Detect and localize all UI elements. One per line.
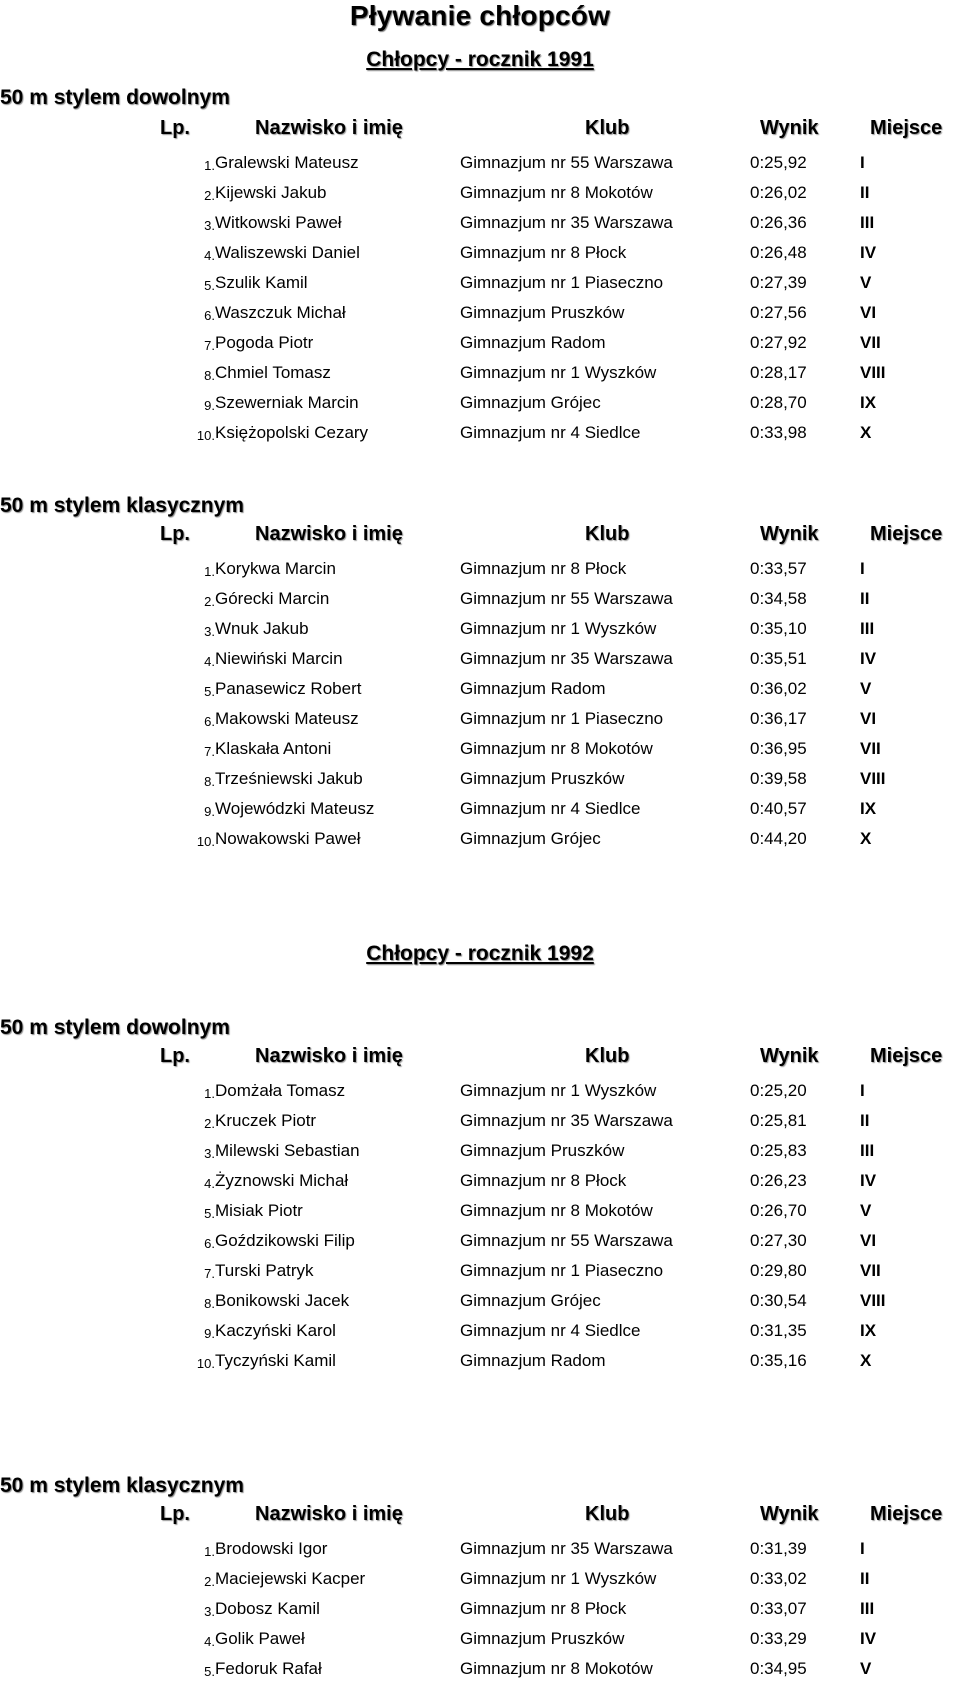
results-table-breaststroke-1991	[160, 518, 960, 852]
table-row	[160, 1562, 960, 1592]
cell-name: Milewski Sebastian	[215, 1141, 360, 1160]
cell-place: III	[860, 619, 875, 638]
cell-club: Gimnazjum nr 35 Warszawa	[460, 213, 673, 232]
cell-club: Gimnazjum nr 8 Płock	[460, 1599, 627, 1618]
table-row	[160, 206, 960, 236]
cell-name: Turski Patryk	[215, 1261, 314, 1280]
header-lp: Lp.	[160, 523, 190, 545]
cell-result: 0:25,83	[750, 1141, 807, 1160]
cell-place: V	[860, 1659, 872, 1678]
header-club: Klub	[585, 117, 630, 139]
cell-name: Goździkowski Filip	[215, 1231, 355, 1250]
table-header	[160, 1498, 960, 1532]
cell-club: Gimnazjum nr 4 Siedlce	[460, 423, 641, 442]
cell-name: Golik Paweł	[215, 1629, 305, 1648]
cell-place: V	[860, 679, 872, 698]
cell-result: 0:33,57	[750, 559, 807, 578]
year-title-1992: Chłopcy - rocznik 1992	[366, 942, 594, 965]
cell-place: II	[860, 1569, 870, 1588]
table-row	[160, 1652, 960, 1682]
table-row	[160, 356, 960, 386]
header-result: Wynik	[760, 1503, 819, 1525]
table-row	[160, 1592, 960, 1622]
cell-name: Pogoda Piotr	[215, 333, 314, 352]
cell-club: Gimnazjum nr 1 Wyszków	[460, 1081, 657, 1100]
cell-name: Bonikowski Jacek	[215, 1291, 350, 1310]
header-result: Wynik	[760, 523, 819, 545]
cell-result: 0:28,70	[750, 393, 807, 412]
cell-club: Gimnazjum Radom	[460, 1351, 606, 1370]
cell-place: IV	[860, 1171, 877, 1190]
event-title-breaststroke-1991: 50 m stylem klasycznym	[0, 494, 244, 517]
cell-lp: 6.	[204, 714, 215, 729]
cell-name: Makowski Mateusz	[215, 709, 359, 728]
header-name: Nazwisko i imię	[255, 523, 403, 545]
cell-lp: 5.	[204, 278, 215, 293]
cell-result: 0:36,02	[750, 679, 807, 698]
cell-place: IV	[860, 1629, 877, 1648]
cell-result: 0:27,56	[750, 303, 807, 322]
table-row	[160, 792, 960, 822]
table-row	[160, 672, 960, 702]
cell-lp: 5.	[204, 1206, 215, 1221]
header-place: Miejsce	[870, 1503, 943, 1525]
header-name: Nazwisko i imię	[255, 1503, 403, 1525]
table-row	[160, 146, 960, 176]
cell-place: I	[860, 1539, 865, 1558]
table-row	[160, 1164, 960, 1194]
cell-result: 0:35,10	[750, 619, 807, 638]
cell-place: IX	[860, 393, 877, 412]
cell-place: II	[860, 589, 870, 608]
cell-place: IV	[860, 649, 877, 668]
header-lp: Lp.	[160, 1503, 190, 1525]
table-header	[160, 1040, 960, 1074]
cell-name: Wnuk Jakub	[215, 619, 309, 638]
table-row	[160, 1622, 960, 1652]
cell-club: Gimnazjum nr 55 Warszawa	[460, 153, 673, 172]
table-header	[160, 112, 960, 146]
cell-lp: 7.	[204, 744, 215, 759]
cell-place: VI	[860, 1231, 877, 1250]
cell-lp: 2.	[204, 1574, 215, 1589]
cell-name: Niewiński Marcin	[215, 649, 343, 668]
cell-place: I	[860, 1081, 865, 1100]
cell-place: II	[860, 1111, 870, 1130]
cell-name: Panasewicz Robert	[215, 679, 362, 698]
cell-lp: 10.	[196, 1356, 215, 1371]
cell-place: III	[860, 1141, 875, 1160]
header-club: Klub	[585, 523, 630, 545]
cell-place: III	[860, 1599, 875, 1618]
cell-club: Gimnazjum Pruszków	[460, 1141, 625, 1160]
cell-result: 0:25,81	[750, 1111, 807, 1130]
cell-lp: 7.	[204, 338, 215, 353]
table-row	[160, 1224, 960, 1254]
table-row	[160, 552, 960, 582]
cell-lp: 4.	[204, 1634, 215, 1649]
cell-lp: 3.	[204, 218, 215, 233]
cell-lp: 8.	[204, 368, 215, 383]
cell-lp: 2.	[204, 188, 215, 203]
cell-result: 0:28,17	[750, 363, 807, 382]
cell-result: 0:35,51	[750, 649, 807, 668]
cell-place: IV	[860, 243, 877, 262]
cell-club: Gimnazjum Pruszków	[460, 303, 625, 322]
cell-lp: 1.	[204, 1544, 215, 1559]
cell-lp: 9.	[204, 1326, 215, 1341]
cell-name: Kaczyński Karol	[215, 1321, 336, 1340]
cell-place: X	[860, 829, 872, 848]
cell-lp: 2.	[204, 1116, 215, 1131]
table-row	[160, 702, 960, 732]
cell-name: Domżała Tomasz	[215, 1081, 346, 1100]
event-title-freestyle-1992: 50 m stylem dowolnym	[0, 1016, 230, 1039]
cell-result: 0:35,16	[750, 1351, 807, 1370]
cell-result: 0:26,23	[750, 1171, 807, 1190]
cell-club: Gimnazjum nr 8 Mokotów	[460, 739, 653, 758]
cell-club: Gimnazjum nr 55 Warszawa	[460, 589, 673, 608]
cell-name: Dobosz Kamil	[215, 1599, 320, 1618]
table-row	[160, 1104, 960, 1134]
cell-club: Gimnazjum nr 4 Siedlce	[460, 1321, 641, 1340]
results-table-freestyle-1991	[160, 112, 960, 446]
cell-club: Gimnazjum Grójec	[460, 829, 601, 848]
header-name: Nazwisko i imię	[255, 1045, 403, 1067]
year-title-1991: Chłopcy - rocznik 1991	[366, 48, 594, 71]
cell-club: Gimnazjum nr 1 Wyszków	[460, 1569, 657, 1588]
cell-club: Gimnazjum nr 1 Wyszków	[460, 619, 657, 638]
cell-result: 0:36,95	[750, 739, 807, 758]
header-club: Klub	[585, 1503, 630, 1525]
cell-result: 0:25,92	[750, 153, 807, 172]
cell-club: Gimnazjum Grójec	[460, 393, 601, 412]
cell-club: Gimnazjum nr 35 Warszawa	[460, 1111, 673, 1130]
cell-club: Gimnazjum nr 35 Warszawa	[460, 1539, 673, 1558]
cell-result: 0:31,35	[750, 1321, 807, 1340]
header-place: Miejsce	[870, 117, 943, 139]
cell-name: Misiak Piotr	[215, 1201, 303, 1220]
cell-name: Kijewski Jakub	[215, 183, 327, 202]
cell-club: Gimnazjum nr 8 Płock	[460, 243, 627, 262]
header-club: Klub	[585, 1045, 630, 1067]
cell-place: II	[860, 183, 870, 202]
cell-place: V	[860, 1201, 872, 1220]
cell-lp: 4.	[204, 1176, 215, 1191]
cell-place: IX	[860, 799, 877, 818]
cell-place: VIII	[860, 769, 886, 788]
cell-club: Gimnazjum nr 55 Warszawa	[460, 1231, 673, 1250]
cell-result: 0:36,17	[750, 709, 807, 728]
cell-club: Gimnazjum Radom	[460, 333, 606, 352]
cell-lp: 6.	[204, 308, 215, 323]
cell-result: 0:34,58	[750, 589, 807, 608]
cell-name: Trześniewski Jakub	[215, 769, 363, 788]
table-row	[160, 326, 960, 356]
cell-name: Szulik Kamil	[215, 273, 308, 292]
cell-result: 0:27,30	[750, 1231, 807, 1250]
cell-lp: 4.	[204, 654, 215, 669]
cell-name: Chmiel Tomasz	[215, 363, 331, 382]
cell-name: Witkowski Paweł	[215, 213, 342, 232]
cell-place: III	[860, 213, 875, 232]
cell-club: Gimnazjum Pruszków	[460, 769, 625, 788]
cell-result: 0:26,02	[750, 183, 807, 202]
results-table-breaststroke-1992	[160, 1498, 960, 1682]
table-row	[160, 762, 960, 792]
cell-place: V	[860, 273, 872, 292]
header-place: Miejsce	[870, 523, 943, 545]
cell-club: Gimnazjum nr 4 Siedlce	[460, 799, 641, 818]
cell-name: Wojewódzki Mateusz	[215, 799, 375, 818]
cell-result: 0:26,70	[750, 1201, 807, 1220]
cell-result: 0:39,58	[750, 769, 807, 788]
table-row	[160, 1074, 960, 1104]
cell-result: 0:26,48	[750, 243, 807, 262]
event-title-freestyle-1991: 50 m stylem dowolnym	[0, 86, 230, 109]
cell-lp: 4.	[204, 248, 215, 263]
cell-place: IX	[860, 1321, 877, 1340]
cell-lp: 8.	[204, 1296, 215, 1311]
cell-result: 0:34,95	[750, 1659, 807, 1678]
cell-lp: 7.	[204, 1266, 215, 1281]
header-place: Miejsce	[870, 1045, 943, 1067]
cell-name: Górecki Marcin	[215, 589, 330, 608]
cell-result: 0:33,29	[750, 1629, 807, 1648]
cell-place: VIII	[860, 363, 886, 382]
cell-place: VII	[860, 333, 881, 352]
cell-place: VII	[860, 739, 881, 758]
cell-lp: 3.	[204, 1146, 215, 1161]
cell-name: Maciejewski Kacper	[215, 1569, 366, 1588]
cell-club: Gimnazjum nr 8 Płock	[460, 559, 627, 578]
table-row	[160, 1532, 960, 1562]
table-row	[160, 176, 960, 206]
cell-club: Gimnazjum Grójec	[460, 1291, 601, 1310]
cell-club: Gimnazjum nr 1 Piaseczno	[460, 1261, 664, 1280]
cell-lp: 8.	[204, 774, 215, 789]
cell-name: Żyznowski Michał	[215, 1171, 349, 1190]
cell-result: 0:25,20	[750, 1081, 807, 1100]
cell-lp: 2.	[204, 594, 215, 609]
cell-name: Nowakowski Paweł	[215, 829, 361, 848]
cell-club: Gimnazjum nr 8 Mokotów	[460, 1659, 653, 1678]
cell-club: Gimnazjum nr 8 Mokotów	[460, 183, 653, 202]
results-table-freestyle-1992	[160, 1040, 960, 1374]
cell-place: I	[860, 153, 865, 172]
table-row	[160, 236, 960, 266]
cell-name: Księżopolski Cezary	[215, 423, 369, 442]
cell-name: Brodowski Igor	[215, 1539, 328, 1558]
cell-club: Gimnazjum nr 8 Mokotów	[460, 1201, 653, 1220]
event-title-breaststroke-1992: 50 m stylem klasycznym	[0, 1474, 244, 1497]
cell-place: VIII	[860, 1291, 886, 1310]
table-row	[160, 296, 960, 326]
cell-lp: 1.	[204, 1086, 215, 1101]
document-title: Pływanie chłopców	[349, 0, 611, 31]
cell-place: X	[860, 423, 872, 442]
cell-name: Tyczyński Kamil	[215, 1351, 336, 1370]
cell-club: Gimnazjum nr 8 Płock	[460, 1171, 627, 1190]
cell-place: X	[860, 1351, 872, 1370]
cell-name: Szewerniak Marcin	[215, 393, 359, 412]
table-row	[160, 1134, 960, 1164]
cell-lp: 5.	[204, 684, 215, 699]
header-result: Wynik	[760, 117, 819, 139]
table-header	[160, 518, 960, 552]
header-name: Nazwisko i imię	[255, 117, 403, 139]
cell-lp: 1.	[204, 564, 215, 579]
table-row	[160, 1254, 960, 1284]
cell-place: VI	[860, 709, 877, 728]
cell-lp: 10.	[196, 428, 215, 443]
cell-club: Gimnazjum nr 1 Piaseczno	[460, 273, 664, 292]
header-lp: Lp.	[160, 1045, 190, 1067]
cell-lp: 3.	[204, 1604, 215, 1619]
table-row	[160, 732, 960, 762]
cell-lp: 9.	[204, 804, 215, 819]
table-row	[160, 642, 960, 672]
cell-club: Gimnazjum Pruszków	[460, 1629, 625, 1648]
cell-result: 0:29,80	[750, 1261, 807, 1280]
cell-result: 0:27,92	[750, 333, 807, 352]
table-row	[160, 1194, 960, 1224]
table-row	[160, 1284, 960, 1314]
header-result: Wynik	[760, 1045, 819, 1067]
table-row	[160, 266, 960, 296]
cell-lp: 1.	[204, 158, 215, 173]
table-row	[160, 822, 960, 852]
cell-club: Gimnazjum nr 35 Warszawa	[460, 649, 673, 668]
cell-name: Waliszewski Daniel	[215, 243, 360, 262]
table-row	[160, 386, 960, 416]
cell-place: VII	[860, 1261, 881, 1280]
cell-lp: 9.	[204, 398, 215, 413]
cell-club: Gimnazjum Radom	[460, 679, 606, 698]
cell-name: Fedoruk Rafał	[215, 1659, 322, 1678]
cell-name: Waszczuk Michał	[215, 303, 346, 322]
table-row	[160, 416, 960, 446]
cell-name: Klaskała Antoni	[215, 739, 332, 758]
cell-club: Gimnazjum nr 1 Wyszków	[460, 363, 657, 382]
cell-place: VI	[860, 303, 877, 322]
table-row	[160, 612, 960, 642]
cell-place: I	[860, 559, 865, 578]
cell-lp: 5.	[204, 1664, 215, 1679]
cell-result: 0:33,02	[750, 1569, 807, 1588]
table-row	[160, 1344, 960, 1374]
cell-result: 0:27,39	[750, 273, 807, 292]
cell-lp: 6.	[204, 1236, 215, 1251]
cell-result: 0:33,98	[750, 423, 807, 442]
cell-result: 0:44,20	[750, 829, 807, 848]
cell-result: 0:33,07	[750, 1599, 807, 1618]
table-row	[160, 582, 960, 612]
cell-club: Gimnazjum nr 1 Piaseczno	[460, 709, 664, 728]
cell-lp: 3.	[204, 624, 215, 639]
table-row	[160, 1314, 960, 1344]
cell-result: 0:26,36	[750, 213, 807, 232]
cell-name: Kruczek Piotr	[215, 1111, 317, 1130]
cell-name: Gralewski Mateusz	[215, 153, 359, 172]
cell-result: 0:30,54	[750, 1291, 807, 1310]
cell-name: Korykwa Marcin	[215, 559, 336, 578]
cell-result: 0:40,57	[750, 799, 807, 818]
cell-result: 0:31,39	[750, 1539, 807, 1558]
cell-lp: 10.	[196, 834, 215, 849]
header-lp: Lp.	[160, 117, 190, 139]
